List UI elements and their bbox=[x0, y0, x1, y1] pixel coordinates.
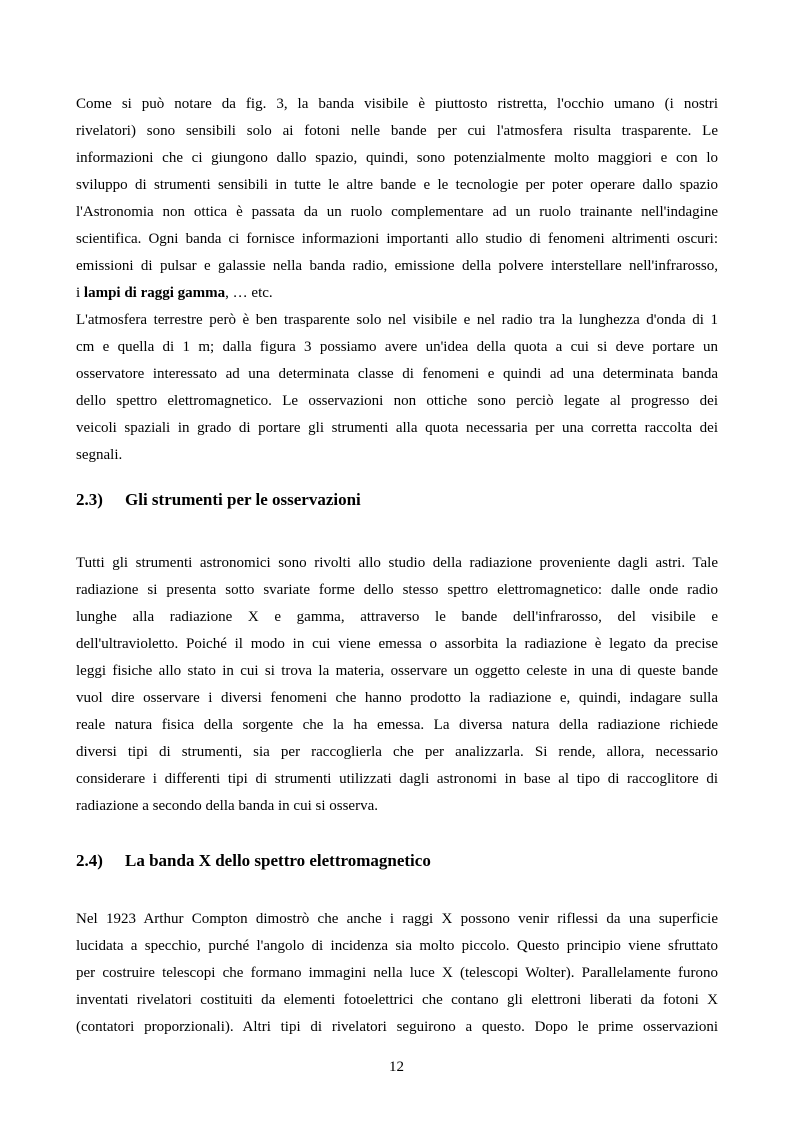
section-heading bbox=[76, 488, 361, 512]
text-line: lunghe alla radiazione X e gamma, attraverso le bande dell'infrarosso, del visibile e bbox=[76, 609, 718, 625]
text-line: emissioni di pulsar e galassie nella banda radio, emissione della polvere interstellare nell'infrarosso, bbox=[76, 258, 718, 274]
paragraph bbox=[76, 906, 718, 1041]
section-heading bbox=[76, 849, 431, 873]
text-line: Nel 1923 Arthur Compton dimostrò che anche i raggi X possono venir riflessi da una superficie bbox=[76, 911, 718, 927]
text-line: osservatore interessato ad una determinata classe di fenomeni e quindi ad una determinata banda bbox=[76, 366, 718, 382]
section-title: Gli strumenti per le osservazioni bbox=[125, 490, 361, 509]
text-line: considerare i differenti tipi di strumenti utilizzati dagli astronomi in base al tipo di raccoglitore di bbox=[76, 771, 718, 787]
text-line: sviluppo di strumenti sensibili in tutte le altre bande e le tecnologie per poter operare dallo spazio bbox=[76, 177, 718, 193]
section-number: 2.3) bbox=[76, 490, 103, 509]
text-line: diversi tipi di strumenti, sia per raccoglierla che per analizzarla. Si rende, allora, necessario bbox=[76, 744, 718, 760]
text-line: L'atmosfera terrestre però è ben trasparente solo nel visibile e nel radio tra la lunghezza d'onda di 1 bbox=[76, 312, 718, 328]
text-line: scientifica. Ogni banda ci fornisce informazioni importanti allo studio di fenomeni altrimenti oscuri: bbox=[76, 231, 718, 247]
text-line: radiazione si presenta sotto svariate forme dello stesso spettro elettromagnetico: dalle onde radio bbox=[76, 582, 718, 598]
text-line: dell'ultravioletto. Poiché il modo in cui viene emessa o assorbita la radiazione è legato da precise bbox=[76, 636, 718, 652]
text-line: Come si può notare da fig. 3, la banda visibile è piuttosto ristretta, l'occhio umano (i nostri bbox=[76, 96, 718, 112]
text-line: informazioni che ci giungono dallo spazio, quindi, sono potenzialmente molto maggiori e con lo bbox=[76, 150, 718, 166]
text-line: l'Astronomia non ottica è passata da un ruolo complementare ad un ruolo trainante nell'indagine bbox=[76, 204, 718, 220]
text-line: per costruire telescopi che formano immagini nella luce X (telescopi Wolter). Parallelamente furono bbox=[76, 965, 718, 981]
bold-term: lampi di raggi gamma bbox=[83, 285, 226, 301]
paragraph bbox=[76, 550, 718, 820]
text-line: segnali. bbox=[76, 447, 123, 463]
text-line bbox=[76, 280, 718, 307]
paragraph bbox=[76, 91, 718, 469]
section-number: 2.4) bbox=[76, 851, 103, 870]
text-line: radiazione a secondo della banda in cui si osserva. bbox=[76, 798, 378, 814]
text-line: Tutti gli strumenti astronomici sono rivolti allo studio della radiazione proveniente dagli astri. Tale bbox=[76, 555, 718, 571]
text-line: dello spettro elettromagnetico. Le osservazioni non ottiche sono perciò legate al progresso dei bbox=[76, 393, 718, 409]
text-line: inventati rivelatori costituiti da elementi fotoelettrici che contano gli elettroni liberati da fotoni X bbox=[76, 992, 718, 1008]
text-line: veicoli spaziali in grado di portare gli strumenti alla quota necessaria per una corretta raccolta dei bbox=[76, 420, 718, 436]
text-line: leggi fisiche allo stato in cui si trova la materia, osservare un oggetto celeste in una di queste bande bbox=[76, 663, 718, 679]
page-number: 12 bbox=[389, 1059, 404, 1075]
text-line: cm e quella di 1 m; dalla figura 3 possiamo avere un'idea della quota a cui si deve portare un bbox=[76, 339, 718, 355]
text-line: reale natura fisica della sorgente che la ha emessa. La diversa natura della radiazione richiede bbox=[76, 717, 718, 733]
text-line: rivelatori) sono sensibili solo ai fotoni nelle bande per cui l'atmosfera risulta trasparente. Le bbox=[76, 123, 718, 139]
text-line: (contatori proporzionali). Altri tipi di rivelatori seguirono a questo. Dopo le prime osservazioni bbox=[76, 1019, 718, 1035]
text-fragment: , … etc. bbox=[225, 285, 273, 301]
text-line: lucidata a specchio, purché l'angolo di incidenza sia molto piccolo. Questo principio viene sfruttato bbox=[76, 938, 718, 954]
text-fragment: i bbox=[76, 285, 84, 301]
text-line: vuol dire osservare i diversi fenomeni che hanno prodotto la radiazione e, quindi, indagare sulla bbox=[76, 690, 718, 706]
section-title: La banda X dello spettro elettromagnetico bbox=[125, 851, 431, 870]
